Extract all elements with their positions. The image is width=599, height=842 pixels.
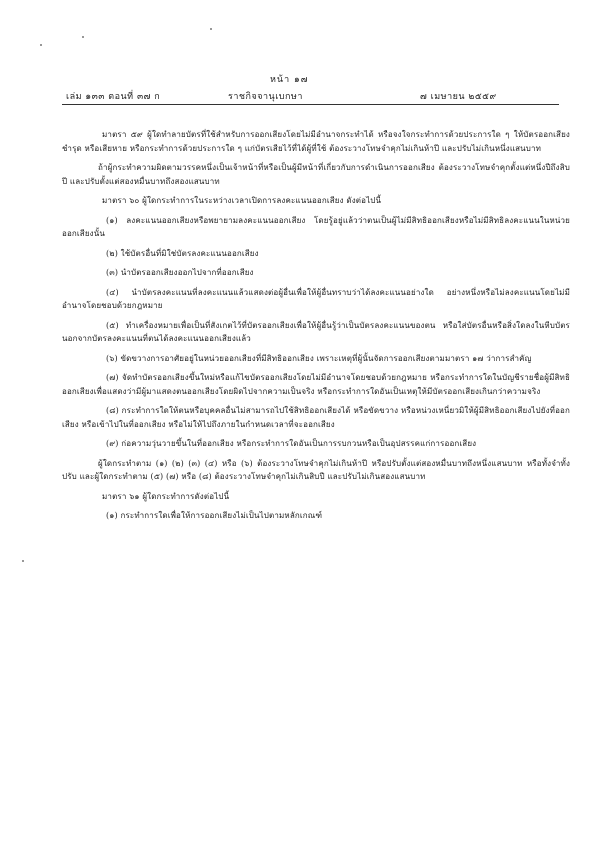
section-60-item-7: (๗) จัดทำบัตรออกเสียงขึ้นใหม่หรือแก้ไขบัตรออกเสียงโดยไม่มีอำนาจโดยชอบด้วยกฎหมาย หรือกระทำการใดในบัญชีรายชื่อผู้มีสิทธิออกเสียงเพื่อแสดงว่ามีผู้มาแสดงตนออกเสียงโดยผิดไปจากความเป็นจริง หรือกระทำการใดอันเป็นเหตุให้มีบัตรออกเสียงเกินกว่าความจริง (62, 373, 570, 396)
scan-speck (210, 28, 212, 30)
section-60-item-3: (๓) นำบัตรออกเสียงออกไปจากที่ออกเสียง (106, 268, 254, 277)
scan-speck (22, 560, 24, 562)
gazette-title: ราชกิจจานุเบกษา (228, 92, 303, 102)
document-body (62, 128, 570, 529)
section-60: มาตรา ๖๐ ผู้ใดกระทำการในระหว่างเวลาเปิดการลงคะแนนออกเสียง ดังต่อไปนี้ (102, 196, 382, 205)
volume-issue: เล่ม ๑๓๓ ตอนที่ ๓๗ ก (66, 92, 161, 102)
section-59: มาตรา ๕๙ ผู้ใดทำลายบัตรที่ใช้สำหรับการออกเสียงโดยไม่มีอำนาจกระทำได้ หรือจงใจกระทำการด้วยประการใด ๆ ให้บัตรออกเสียงชำรุด หรือเสียหาย หรือกระทำการด้วยประการใด ๆ แก่บัตรเสียไว้ที่ได้ผู้ที่ใช้ ต้องระวางโทษจำคุกไม่เกินห้าปี และปรับไม่เกินหนึ่งแสนบาท (62, 130, 570, 153)
section-60-item-5: (๕) ทำเครื่องหมายเพื่อเป็นที่สังเกตไว้ที่บัตรออกเสียงเพื่อให้ผู้อื่นรู้ว่าเป็นบัตรลงคะแนนของตน หรือใส่บัตรอื่นหรือสิ่งใดลงในหีบบัตรนอกจากบัตรลงคะแนนที่ตนได้ลงคะแนนออกเสียงแล้ว (62, 320, 570, 343)
section-60-item-9: (๙) ก่อความวุ่นวายขึ้นในที่ออกเสียง หรือกระทำการใดอันเป็นการรบกวนหรือเป็นอุปสรรคแก่การออกเสียง (106, 439, 477, 448)
gazette-header (0, 68, 599, 108)
section-60-item-1: (๑) ลงคะแนนออกเสียงหรือพยายามลงคะแนนออกเสียง โดยรู้อยู่แล้วว่าตนเป็นผู้ไม่มีสิทธิออกเสียงหรือไม่มีสิทธิลงคะแนนในหน่วยออกเสียงนั้น (62, 215, 570, 238)
scan-speck (82, 36, 84, 38)
section-60-item-6: (๖) ขัดขวางการอาศัยอยู่ในหน่วยออกเสียงที่มีสิทธิออกเสียง เพราะเหตุที่ผู้นั้นจัดการออกเสียงตามมาตรา ๑๗ ว่าการสำคัญ (106, 353, 532, 363)
section-60-penalty: ผู้ใดกระทำตาม (๑) (๒) (๓) (๔) หรือ (๖) ต้องระวางโทษจำคุกไม่เกินห้าปี หรือปรับตั้งแต่สองหมื่นบาทถึงหนึ่งแสนบาท หรือทั้งจำทั้งปรับ และผู้ใดกระทำตาม (๕) (๗) หรือ (๘) ต้องระวางโทษจำคุกไม่เกินสิบปี และปรับไม่เกินสองแสนบาท (62, 458, 570, 481)
publication-date: ๗ เมษายน ๒๕๕๙ (420, 92, 497, 102)
scan-speck (40, 44, 42, 46)
section-61-item-1: (๑) กระทำการใดเพื่อให้การออกเสียงไม่เป็นไปตามหลักเกณฑ์ (106, 511, 323, 520)
section-59-para-2: ถ้าผู้กระทำความผิดตามวรรคหนึ่งเป็นเจ้าหน้าที่หรือเป็นผู้มีหน้าที่เกี่ยวกับการดำเนินการออกเสียง ต้องระวางโทษจำคุกตั้งแต่หนึ่งปีถึงสิบปี และปรับตั้งแต่สองหมื่นบาทถึงสองแสนบาท (62, 163, 570, 186)
header-rule (62, 104, 559, 105)
page-number: หน้า ๑๗ (270, 75, 309, 85)
section-61: มาตรา ๖๑ ผู้ใดกระทำการดังต่อไปนี้ (102, 491, 230, 501)
section-60-item-8: (๘) กระทำการใดให้ตนหรือบุคคลอื่นไม่สามารถไปใช้สิทธิออกเสียงได้ หรือขัดขวาง หรือหน่วงเหนี่ยวมิให้ผู้มีสิทธิออกเสียงไปยังที่ออกเสียง หรือเข้าไปในที่ออกเสียง หรือไม่ให้ไปถึงภายในกำหนดเวลาที่จะออกเสียง (62, 406, 570, 429)
section-60-item-4: (๔) นำบัตรลงคะแนนที่ลงคะแนนแล้วแสดงต่อผู้อื่นเพื่อให้ผู้อื่นทราบว่าได้ลงคะแนนอย่างใด อย่างหนึ่งหรือไม่ลงคะแนนโดยไม่มีอำนาจโดยชอบด้วยกฎหมาย (62, 287, 570, 310)
section-60-item-2: (๒) ใช้บัตรอื่นที่มิใช่บัตรลงคะแนนออกเสียง (106, 248, 259, 258)
